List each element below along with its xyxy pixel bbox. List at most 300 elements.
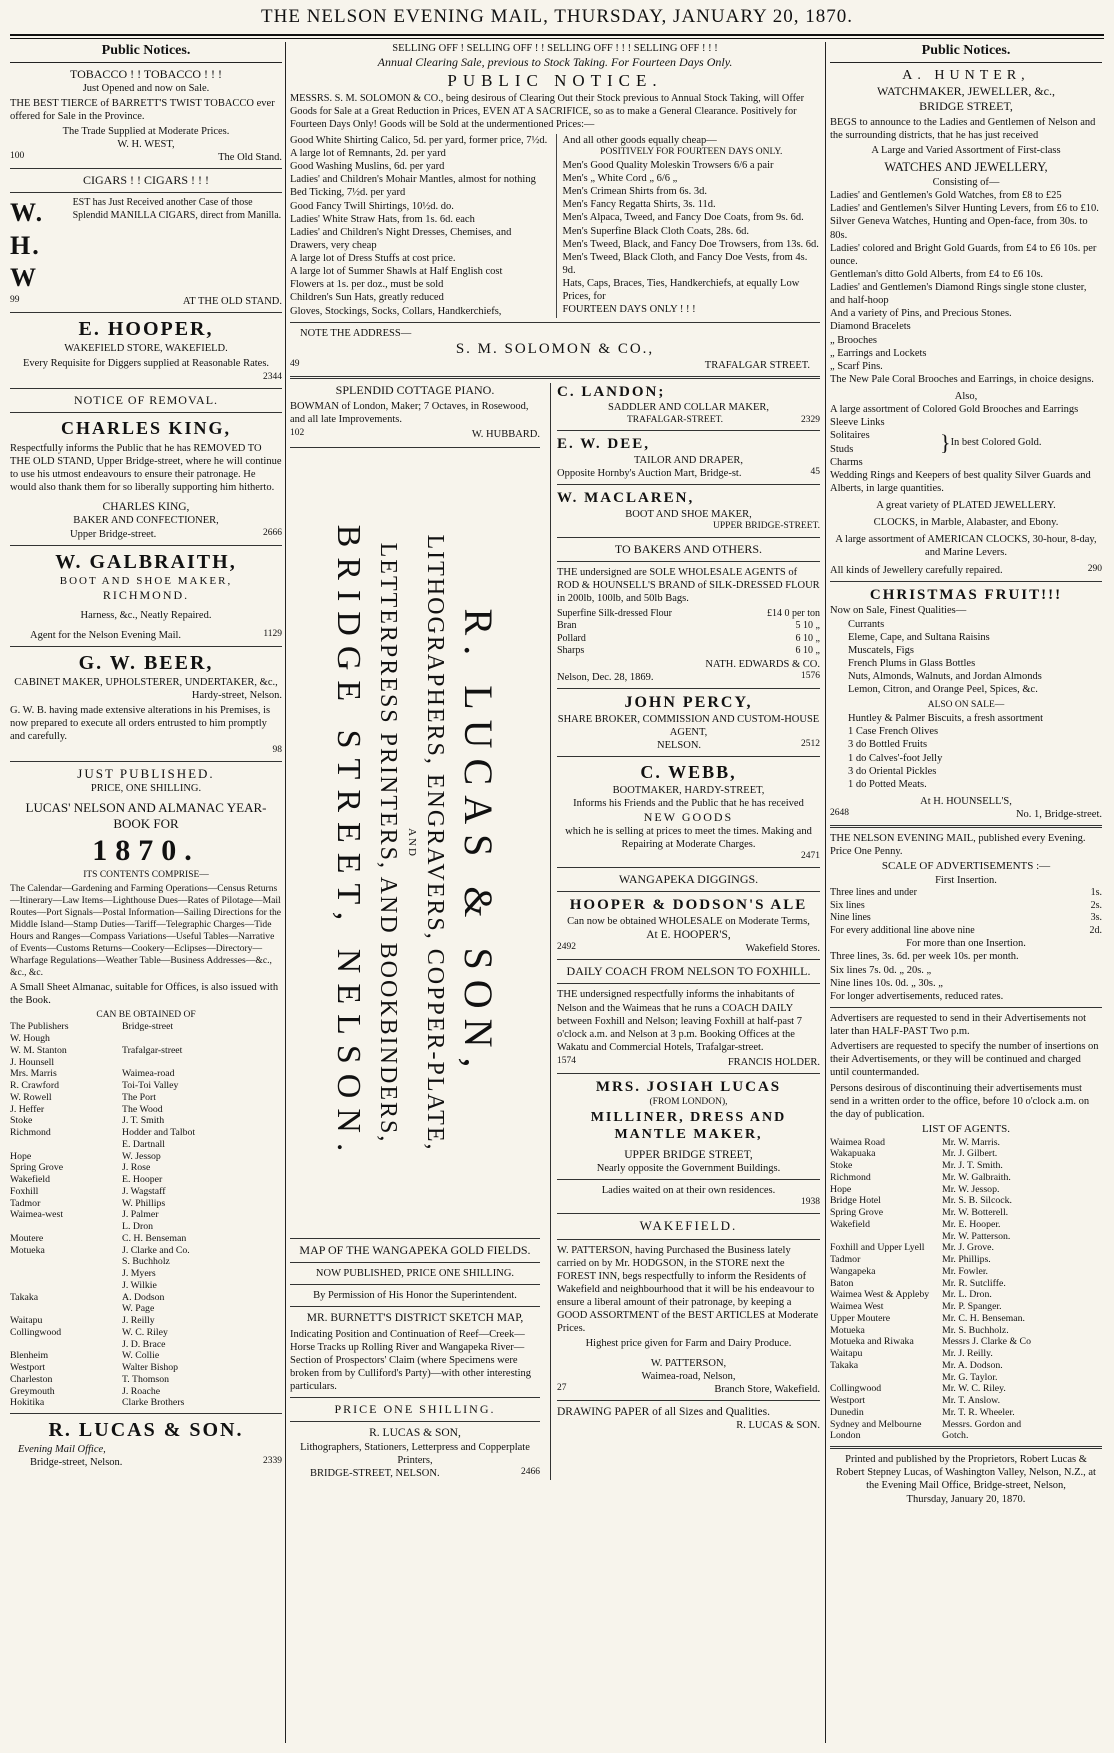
xmas-list — [830, 618, 1102, 697]
xmas-item: Currants — [848, 618, 885, 630]
landon-name: C. LANDON; — [557, 383, 666, 400]
wangapeka-at: At E. HOOPER'S, — [646, 928, 731, 941]
agent-place: Spring Grove — [10, 1162, 64, 1174]
agent-row — [10, 1139, 282, 1151]
scale-item: For every additional line above nine — [830, 924, 975, 936]
gold-item: Sleeve Links — [830, 417, 885, 429]
map-heading: MR. BURNETT'S DISTRICT SKETCH MAP, — [306, 1312, 524, 1325]
agent-name: J. T. Smith — [122, 1115, 165, 1127]
agent-row — [10, 1057, 282, 1069]
agent-row — [830, 1172, 1102, 1184]
agent-place — [10, 1280, 122, 1292]
ad-number: 1576 — [801, 670, 820, 681]
agent-row — [830, 1372, 1102, 1384]
agent-name: W. Collie — [122, 1350, 160, 1362]
hunter-place: BRIDGE STREET, — [919, 99, 1013, 113]
sale-item: Men's Tweed, Black, and Fancy Doe Trowsers, from 13s. 6d. — [562, 238, 819, 250]
agent-place: Sydney and Melbourne — [830, 1418, 922, 1430]
ad-number: 2471 — [801, 851, 820, 862]
sale-item: Men's „ White Cord „ 6/6 „ — [562, 173, 678, 185]
flour-item: Superfine Silk-dressed Flour — [557, 607, 672, 619]
landon-place: TRAFALGAR-STREET. — [627, 414, 723, 425]
agent-row — [10, 1303, 282, 1315]
agent-list — [10, 1021, 282, 1409]
agent-row — [830, 1289, 1102, 1301]
ad-number: 2492 — [557, 942, 576, 953]
hunter-trade: WATCHMAKER, JEWELLER, &c., — [877, 84, 1055, 98]
galbraith-name: W. GALBRAITH, — [55, 550, 237, 573]
tobacco-body: THE BEST TIERCE of BARRETT'S TWIST TOBACCO ever offered for Sale in the Province. — [10, 97, 275, 122]
sale-item: Men's Tweed, Black Cloth, and Fancy Doe Vests, from 4s. 9d. — [562, 251, 808, 276]
whw-initials: W. H. W — [10, 198, 45, 293]
wakefield-produce: Highest price given for Farm and Dairy Produce. — [585, 1338, 792, 1350]
agent-name: Mr. W. Galbraith. — [942, 1171, 1011, 1183]
agent-place: Waimea West & Appleby — [830, 1289, 930, 1301]
masthead-rule — [10, 34, 1104, 39]
hounsell-at: At H. HOUNSELL'S, — [920, 795, 1012, 807]
agent-row — [10, 1397, 282, 1409]
solomon-right-sub: POSITIVELY FOR FOURTEEN DAYS ONLY. — [600, 147, 783, 158]
sale-item: Ladies' and Children's Night Dresses, Chemises, and Drawers, very cheap — [290, 226, 512, 251]
sale-item: Ladies' White Straw Hats, from 1s. 6d. each — [290, 213, 475, 225]
agent-row — [830, 1231, 1102, 1243]
agent-place: Bridge Hotel — [830, 1195, 881, 1207]
beer-place: Hardy-street, Nelson. — [191, 689, 282, 701]
agent-row — [830, 1395, 1102, 1407]
agent-place: Waitapu — [830, 1348, 863, 1360]
dee-place: Opposite Hornby's Auction Mart, Bridge-st. — [557, 468, 742, 480]
sale-list — [830, 712, 1102, 791]
flour-item: Pollard — [557, 632, 586, 644]
flour-row — [557, 633, 820, 646]
agent-row — [10, 1233, 282, 1245]
webb-goods: NEW GOODS — [643, 809, 734, 824]
agent-name: Mr. E. Hooper. — [942, 1218, 1001, 1230]
agent-place — [10, 1256, 122, 1268]
printers-line: BRIDGE STREET, NELSON. — [330, 524, 368, 1162]
agent-row — [10, 1315, 282, 1327]
agent-place: Westport — [830, 1395, 866, 1407]
agent-place: Stoke — [830, 1160, 853, 1172]
mail-body: THE NELSON EVENING MAIL, published every Evening. Price One Penny. — [830, 833, 1086, 858]
ad-number: 1129 — [263, 628, 282, 639]
king-place: Upper Bridge-street. — [70, 528, 157, 540]
ad-number: 2329 — [801, 414, 820, 425]
sale-item: Men's Good Quality Moleskin Trowsers 6/6 a pair — [562, 159, 774, 171]
solomon-place: TRAFALGAR STREET. — [704, 359, 810, 371]
mrs-lucas-body: Ladies waited on at their own residences. — [601, 1185, 776, 1197]
wakefield-name: W. PATTERSON, — [650, 1357, 727, 1369]
agent-name: W. C. Riley — [122, 1326, 168, 1338]
webb-body2: which he is selling at prices to meet the times. Making and Repairing at Moderate Charges. — [565, 825, 812, 851]
advert-note-3: Persons desirous of discontinuing their advertisements must send in a written order to the office, before 10 o'clock a.m. on the day of publication. — [830, 1082, 1090, 1120]
agent-name: Gotch. — [942, 1430, 969, 1442]
watch-item: Ladies' and Gentlemen's Gold Watches, from £8 to £25 — [830, 190, 1062, 202]
agent-place: Moutere — [10, 1232, 44, 1244]
agent-row — [830, 1207, 1102, 1219]
tobacco-trade: The Trade Supplied at Moderate Prices. — [62, 125, 230, 137]
webb-name: C. WEBB, — [640, 762, 737, 783]
agent-row — [830, 1242, 1102, 1254]
longer-ads: For longer advertisements, reduced rates. — [830, 990, 1004, 1002]
wangapeka-body: Can now be obtained WHOLESALE on Moderate Terms, — [567, 915, 810, 927]
solomon-intro: MESSRS. S. M. SOLOMON & CO., being desirous of Clearing Out their Stock previous to Annual Stock Taking, will Offer Goods for Sale at a Great Reduction in Prices, EVEN AT A SACRIFICE, so as to make a General Clearance. Positively for Fourteen Days Only! Goods will be Sold at the undermentioned Prices:— — [290, 93, 805, 131]
galbraith-place: RICHMOND. — [102, 588, 190, 603]
agent-place — [830, 1231, 942, 1243]
agent-name: W. Phillips — [122, 1197, 166, 1209]
agent-place: Greymouth — [10, 1385, 55, 1397]
map-place: BRIDGE-STREET, NELSON. — [310, 1467, 440, 1479]
ad-number: 45 — [810, 467, 820, 478]
agent-row — [10, 1021, 282, 1033]
watch-item: Diamond Bracelets — [830, 321, 911, 333]
agent-row — [10, 1362, 282, 1374]
agent-name: C. H. Benseman — [122, 1232, 187, 1244]
agent-row — [10, 1127, 282, 1139]
agent-place: Spring Grove — [830, 1207, 884, 1219]
sale-item: 3 do Oriental Pickles — [848, 765, 937, 777]
agent-place: Hope — [830, 1183, 852, 1195]
printed-notice: Printed and published by the Proprietors, Robert Lucas & Robert Stepney Lucas, of Washington Valley, Nelson, N.Z., at the Evening Mail Office, Bridge-street, Nelson, — [836, 1454, 1096, 1492]
king-body: Respectfully informs the Public that he has REMOVED TO THE OLD STAND, Upper Bridge-street, where he will continue to use his utmost endeavours to ensure their patronage. He would also thank them for so liberally supporting him hitherto. — [10, 442, 282, 493]
agent-row — [10, 1292, 282, 1304]
maclaren-place: UPPER BRIDGE-STREET. — [713, 521, 820, 532]
agent-row — [10, 1374, 282, 1386]
agent-place: W. Hough — [10, 1033, 50, 1045]
sale-item: Good Fancy Twill Shirtings, 10½d. do. — [290, 200, 454, 212]
agent-place: J. Hounsell — [10, 1056, 55, 1068]
whw-body: EST has Just Received another Case of those Splendid MANILLA CIGARS, direct from Manilla. — [72, 197, 282, 221]
map-price: PRICE ONE SHILLING. — [334, 1402, 496, 1417]
agent-row — [10, 1280, 282, 1292]
watch-item: Silver Geneva Watches, Hunting and Open-face, from 30s. to 80s. — [830, 216, 1088, 241]
wedding: Wedding Rings and Keepers of best quality Silver Guards and Alberts, in large quantities. — [830, 469, 1091, 494]
masthead: THE NELSON EVENING MAIL, THURSDAY, JANUARY 20, 1870. — [261, 6, 853, 27]
mrs-lucas-trade: MILLINER, DRESS AND MANTLE MAKER, — [590, 1109, 787, 1143]
repaired: All kinds of Jewellery carefully repaired. — [830, 564, 1003, 576]
removal-title: NOTICE OF REMOVAL. — [73, 393, 219, 407]
watch-item: Ladies' colored and Bright Gold Guards, from £4 to £6 10s. per ounce. — [830, 242, 1097, 267]
plated: A great variety of PLATED JEWELLERY. — [876, 500, 1056, 511]
ad-number: 98 — [272, 745, 282, 756]
ad-number: 2339 — [263, 1456, 282, 1467]
ad-number: 27 — [557, 1382, 567, 1393]
advert-note-2: Advertisers are requested to specify the number of insertions on their Advertisements, or they will be continued and charged until countermanded. — [830, 1041, 1099, 1079]
agent-name: Mr. T. Anslow. — [942, 1395, 1001, 1407]
agent-row — [10, 1245, 282, 1257]
ad-number: 2648 — [830, 808, 849, 818]
agent-name: Bridge-street — [122, 1021, 174, 1033]
sale-item: A large lot of Dress Stuffs at cost price. — [290, 253, 456, 265]
agent-name: S. Buchholz — [122, 1256, 170, 1268]
webb-trade: BOOTMAKER, HARDY-STREET, — [612, 784, 765, 796]
agent-name: J. Palmer — [122, 1209, 159, 1221]
agent-place: Charleston — [10, 1373, 53, 1385]
column-middle — [290, 42, 820, 1480]
sale-item: Good White Shirting Calico, 5d. per yard, former price, 7½d. — [290, 134, 548, 146]
agent-place: J. Heffer — [10, 1103, 45, 1115]
column-left — [10, 42, 282, 1469]
agent-row — [10, 1162, 282, 1174]
agent-name: W. Jessop — [122, 1150, 161, 1162]
piano-name: W. HUBBARD. — [471, 428, 540, 440]
agent-name: Clarke Brothers — [122, 1397, 185, 1409]
webb-body: Informs his Friends and the Public that he has received — [573, 797, 804, 809]
drawing-paper: DRAWING PAPER of all Sizes and Qualities. — [557, 1405, 770, 1418]
agent-name: J. Roache — [122, 1385, 161, 1397]
piano-body: BOWMAN of London, Maker; 7 Octaves, in Rosewood, and all late Improvements. — [290, 400, 529, 425]
agent-name: J. Wilkie — [122, 1279, 157, 1291]
agent-row — [10, 1033, 282, 1045]
agent-name: Mr. W. Patterson. — [942, 1230, 1011, 1242]
agent-place: Collingwood — [10, 1326, 62, 1338]
clocks: CLOCKS, in Marble, Alabaster, and Ebony. — [873, 517, 1059, 529]
agent-row — [10, 1151, 282, 1163]
flour-price: 6 10 „ — [795, 645, 820, 657]
map-body: Indicating Position and Continuation of Reef—Creek—Horse Tracks up Rolling River and Wangapeka River—Section of Prospectors' Claim (where Specimens were broken from by Culliford's Party)—with other interesting particulars. — [290, 1328, 532, 1393]
agent-row — [830, 1360, 1102, 1372]
ad-number: 2344 — [263, 372, 282, 383]
scale-row: Three lines, 3s. 6d. per week 10s. per month. — [830, 951, 1019, 963]
xmas-item: French Plums in Glass Bottles — [848, 657, 976, 669]
sale-item: 3 do Bottled Fruits — [848, 739, 928, 751]
agent-place: R. Crawford — [10, 1080, 59, 1092]
ad-number: 1574 — [557, 1056, 576, 1067]
solomon-left-list — [290, 134, 548, 318]
agent-row — [10, 1350, 282, 1362]
agent-row — [10, 1327, 282, 1339]
agent-row — [830, 1383, 1102, 1395]
hooper-name: E. HOOPER, — [78, 317, 214, 340]
bakers-body: THE undersigned are SOLE WHOLESALE AGENTS of ROD & HOUNSELL'S BRAND of SILK-DRESSED FLOUR in 200lb, 100lb, and 50lb Bags. — [557, 567, 820, 605]
selling-banner: SELLING OFF ! SELLING OFF ! ! SELLING OFF ! ! ! SELLING OFF ! ! ! — [392, 43, 718, 54]
agent-row — [830, 1278, 1102, 1290]
agent-name: Hodder and Talbot — [122, 1127, 196, 1139]
bakers-title: TO BAKERS AND OTHERS. — [614, 542, 763, 557]
agent-row — [10, 1045, 282, 1057]
wangapeka-ale: HOOPER & DODSON'S ALE — [569, 897, 808, 914]
watch-item: And a variety of Pins, and Precious Stones. — [830, 308, 1012, 320]
agent-place: Tadmor — [10, 1197, 41, 1209]
section-header: Public Notices. — [10, 42, 282, 63]
agent-name: Mr. J. T. Smith. — [942, 1160, 1003, 1172]
more-than-one: For more than one Insertion. — [906, 938, 1026, 950]
agent-row — [830, 1254, 1102, 1266]
agent-place: Collingwood — [830, 1383, 882, 1395]
cigars-title: CIGARS ! ! CIGARS ! ! ! — [83, 173, 209, 188]
agent-place: Waimea-west — [10, 1209, 64, 1221]
flour-row — [557, 608, 820, 621]
solomon-right-list — [563, 159, 821, 317]
agent-place: Takaka — [830, 1359, 859, 1371]
agents-title: LIST OF AGENTS. — [921, 1122, 1011, 1135]
agent-place: Hokitika — [10, 1397, 45, 1409]
sale-item: Men's Fancy Regatta Shirts, 3s. 11d. — [562, 199, 716, 211]
map-published: NOW PUBLISHED, PRICE ONE SHILLING. — [315, 1268, 515, 1280]
xmas-item: Eleme, Cape, and Sultana Raisins — [848, 631, 990, 643]
agent-name: L. Dron — [122, 1221, 154, 1233]
agent-place: Dunedin — [830, 1406, 864, 1418]
sale-item: 1 do Calves'-foot Jelly — [848, 752, 943, 764]
map-title: MAP OF THE WANGAPEKA GOLD FIELDS. — [299, 1243, 531, 1258]
galbraith-agent: Agent for the Nelson Evening Mail. — [30, 629, 182, 641]
agent-name: Mr. G. Taylor. — [942, 1371, 998, 1383]
sale-item: Good Washing Muslins, 6d. per yard — [290, 161, 445, 173]
sale-item: FOURTEEN DAYS ONLY ! ! ! — [562, 304, 696, 316]
drawing-name: R. LUCAS & SON. — [736, 1420, 820, 1432]
gold-label: In best Colored Gold. — [950, 436, 1042, 448]
lucas-footer-name: R. LUCAS & SON. — [48, 1419, 244, 1442]
printed-date: Thursday, January 20, 1870. — [906, 1493, 1026, 1505]
agent-name: Mr. S. B. Silcock. — [942, 1195, 1012, 1207]
dee-trade: TAILOR AND DRAPER, — [633, 455, 744, 467]
agent-name: Trafalgar-street — [122, 1044, 183, 1056]
agent-place — [10, 1221, 122, 1233]
agent-name: Mr. L. Dron. — [942, 1289, 992, 1301]
printers-line: LITHOGRAPHERS, ENGRAVERS, COPPER-PLATE, — [421, 534, 448, 1152]
agent-row — [830, 1301, 1102, 1313]
agent-row — [10, 1104, 282, 1116]
agent-name: Mr. T. R. Wheeler. — [942, 1406, 1015, 1418]
gold-item: Solitaires — [830, 430, 870, 442]
agent-place — [10, 1268, 122, 1280]
agent-name: Mr. W. Jessop. — [942, 1183, 1000, 1195]
hunter-body: BEGS to announce to the Ladies and Gentlemen of Nelson and the surrounding districts, that he has just received — [830, 117, 1096, 142]
agent-place: Hope — [10, 1150, 32, 1162]
agent-row — [830, 1407, 1102, 1419]
scale-price: 2s. — [1090, 899, 1102, 911]
wakefield-title: WAKEFIELD. — [639, 1218, 738, 1234]
agent-row — [10, 1092, 282, 1104]
galbraith-trade: BOOT AND SHOE MAKER, — [59, 574, 233, 587]
gold-item: Charms — [830, 456, 863, 468]
agent-place: Wakefield — [830, 1218, 871, 1230]
also-body: A large assortment of Colored Gold Brooches and Earrings — [830, 404, 1079, 416]
agent-name: Mr. J. Grove. — [942, 1242, 994, 1254]
also-on-sale: ALSO ON SALE— — [927, 700, 1005, 711]
ad-number: 102 — [290, 427, 305, 438]
xmas-item: Muscatels, Figs — [848, 644, 914, 656]
ad-number: 99 — [10, 294, 20, 305]
sale-item: Ladies' and Children's Mohair Mantles, almost for nothing — [290, 174, 536, 186]
tobacco-subtitle: Just Opened and now on Sale. — [82, 82, 210, 94]
tobacco-name: W. H. WEST, — [117, 139, 175, 150]
scale-row: Six lines 7s. 0d. „ 20s. „ — [830, 964, 932, 976]
footer-place: Bridge-street, Nelson. — [30, 1457, 123, 1469]
agent-name: W. Page — [122, 1303, 155, 1315]
obtained-header: CAN BE OBTAINED OF — [96, 1009, 196, 1020]
xmas-item: Nuts, Almonds, Walnuts, and Jordan Almonds — [848, 671, 1042, 682]
agent-place: Waimea West — [830, 1301, 884, 1313]
scale-row — [830, 925, 1102, 938]
sale-item: Men's Superfine Black Cloth Coats, 28s. 6d. — [562, 225, 750, 237]
sale-item: Bed Ticking, 7½d. per yard — [290, 187, 406, 199]
ad-number: 1938 — [801, 1197, 820, 1208]
agent-row — [10, 1186, 282, 1198]
ad-number: 2466 — [521, 1466, 540, 1477]
scale-table-1 — [830, 887, 1102, 937]
agent-place: Takaka — [10, 1291, 39, 1303]
tobacco-place: The Old Stand. — [218, 152, 282, 164]
note-address: NOTE THE ADDRESS— — [300, 327, 412, 339]
sale-item: A large lot of Summer Shawls at Half English cost — [290, 266, 503, 278]
agent-row — [10, 1339, 282, 1351]
agent-place: The Publishers — [10, 1021, 69, 1033]
whw-place: AT THE OLD STAND. — [182, 295, 282, 307]
flour-price: £14 0 per ton — [766, 607, 820, 619]
column-right: Public Notices. A. HUNTER, WATCHMAKER, JEWELLER, &c., BRIDGE STREET, BEGS to announce to the Ladies and Gentlemen of Nelson and the surrounding districts, that he has just received A Large and Varied Assortment of First-class WATCHES AND JEWELLERY, Consisting of— Ladies' and Gentlemen's Gold Watches, from £8 to £25 Ladies' and Gentlemen's Silver Hunting Levers, from £6 to £10. Silver Geneva Watches, Hunting and Open-face, from 30s. to 80s. Ladies' colored and Bright Gold Guards, from £4 to £6 10s. per ounce. Gentleman's ditto Gold Alberts, from £4 to £6 10s. Ladies' and Gentlemen's Diamond Rings single stone cluster, and half-hoop And a variety of Pins, and Precious Stones. Diamond Bracelets „ Brooches „ Earrings and Lockets „ Scarf Pins. The New Pale Coral Brooches and Earrings, in choice designs. Also, A large assortment of Colored Gold Brooches and Earrings Sleeve Links Solitaires Studs Charms } In best Colored Gold. Wedding Rings and Keepers of best quality Silver Guards and Alberts, in large quantities. A great variety of PLATED JEWELLERY. CLOCKS, in Marble, Alabaster, and Ebony. A large assortment of AMERICAN CLOCKS, 30-hour, 8-day, and Marine Levers. All kinds of Jewellery carefully repaired. 290 CHRISTMAS FRUIT!!! Now on Sale, Finest Qualities— Currants Eleme, Cape, and Sultana Raisins Muscatels, Figs French Plums in Glass Bottles Nuts, Almonds, Walnuts, and Jordan Almonds Lemon, Citron, and Orange Peel, Spices, &c. ALSO ON SALE— Huntley & Palmer Biscuits, a fresh assortment 1 Case French Olives 3 do Bottled Fruits 1 do Calves'-foot Jelly 3 do Oriental Pickles 1 do Potted Meats. At H. HOUNSELL'S, 2648 No. 1, Bridge-street. THE NELSON EVENING MAIL, published every Evening. Price One Penny. SCALE OF ADVERTISEMENTS :— First Insertion. Three lines and under 1s. Six lines 2s. Nine lines 3s. For every additional line above nine 2d. For more than one Insertion. Three lines, 3s. 6d. per week 10s. per month. Six lines 7s. 0d. „ 20s. „ Nine lines 10s. 0d. „ 30s. „ For longer advertisements, reduced rates. Advertisers are requested to send in their Advertisements not later than HALF-PAST Two p.m. Advertisers are requested to specify the number of insertions on their Advertisements, or they will be continued and charged until countermanded. Persons desirous of discontinuing their advertisements must send in a written order to the office, before 10 o'clock a.m. on the day of publication. LIST OF AGENTS. Waimea Road Mr. W. Marris. Wakapuaka Mr. J. Gilbert. Stoke Mr. J. T. Smith. Richmond Mr. W. Galbraith. Hope Mr. W. Jessop. Bridge Hotel Mr. S. B. Silcock. Spring Grove Mr. W. Botterell. Wakefield Mr. E. Hooper. Mr. W. Patterson. Foxhill and Upper Lyell Mr. J. Grove. Tadmor Mr. Phillips. Wangapeka Mr. Fowler. Baton Mr. R. Sutcliffe. Waimea West & Appleby Mr. L. Dron. Waimea West Mr. P. Spanger. Upper Moutere Mr. C. H. Benseman. Motueka Mr. S. Buchholz. Motueka and Riwaka Messrs J. Clarke & Co Waitapu Mr. J. Reilly. Takaka Mr. A. Dodson. Mr. G. Taylor. Collingwood Mr. W. C. Riley. Westport Mr. T. Anslow. Dunedin Mr. T. R. Wheeler. Sydney and Melbourne Messrs. Gordon and London Gotch. Printed and published by the Proprietors, Robert Lucas & Robert Stepney Lucas, of Washington Valley, Nelson, N.Z., at the Evening Mail Office, Bridge-street, Nelson, Thursday, January 20, 1870. — [830, 43, 1102, 1505]
beer-name: G. W. BEER, — [78, 651, 214, 674]
xmas-title: CHRISTMAS FRUIT!!! — [869, 586, 1063, 603]
beer-body: G. W. B. having made extensive alterations in his Premises, is now prepared to execute all orders entrusted to him promptly and carefully. — [10, 704, 271, 743]
agent-name: A. Dodson — [122, 1291, 165, 1303]
beer-trade: CABINET MAKER, UPHOLSTERER, UNDERTAKER, &c., — [14, 676, 278, 688]
flour-item: Bran — [557, 620, 577, 632]
ad-number: 2512 — [801, 739, 820, 750]
agent-name: Mr. A. Dodson. — [942, 1359, 1003, 1371]
agent-row — [10, 1080, 282, 1092]
agent-name: T. Thomson — [122, 1373, 169, 1385]
agent-name: Mr. W. Botterell. — [942, 1207, 1009, 1219]
scale-row — [830, 912, 1102, 925]
percy-place: NELSON. — [657, 740, 702, 752]
agent-place: Wakapuaka — [830, 1148, 876, 1160]
agent-name: Messrs. Gordon and — [942, 1418, 1022, 1430]
agent-place — [10, 1339, 122, 1351]
watch-item: „ Earrings and Lockets — [830, 347, 927, 359]
flour-item: Sharps — [557, 645, 585, 657]
agent-place: Westport — [10, 1362, 46, 1374]
agent-row — [830, 1430, 1102, 1442]
landon-trade: SADDLER AND COLLAR MAKER, — [607, 402, 769, 414]
agent-name: Mr. R. Sutcliffe. — [942, 1277, 1006, 1289]
agent-name: Mr. J. Reilly. — [942, 1348, 993, 1360]
annual-sale: Annual Clearing Sale, previous to Stock Taking. For Fourteen Days Only. — [377, 55, 733, 70]
agent-row — [830, 1325, 1102, 1337]
hooper-body: Every Requisite for Diggers supplied at Reasonable Rates. — [22, 358, 270, 369]
agent-name: Mr. W. Marris. — [942, 1136, 1000, 1148]
agent-row — [830, 1184, 1102, 1196]
agent-name: Toi-Toi Valley — [122, 1080, 179, 1092]
watch-item: Ladies' and Gentlemen's Diamond Rings single stone cluster, and half-hoop — [830, 282, 1087, 307]
watches-title: WATCHES AND JEWELLERY, — [884, 160, 1048, 175]
hunter-body2: A Large and Varied Assortment of First-class — [871, 145, 1061, 157]
agent-place: Waimea Road — [830, 1136, 885, 1148]
dee-name: E. W. DEE, — [557, 436, 650, 453]
agent-row — [10, 1256, 282, 1268]
almanac-title: LUCAS' NELSON AND ALMANAC YEAR-BOOK FOR — [25, 799, 267, 831]
almanac-year: 1870. — [92, 834, 200, 867]
sale-item: Gloves, Stockings, Socks, Collars, Handkerchiefs, — [290, 305, 502, 317]
agent-place: Richmond — [10, 1127, 51, 1139]
scale-row — [830, 900, 1102, 913]
bakers-date: Nelson, Dec. 28, 1869. — [557, 671, 654, 683]
ad-number: 49 — [290, 358, 300, 369]
agent-row — [10, 1198, 282, 1210]
map-permission: By Permission of His Honor the Superintendent. — [313, 1290, 517, 1302]
agent-name: E. Hooper — [122, 1174, 163, 1186]
flour-row — [557, 620, 820, 633]
agent-name: The Port — [122, 1091, 157, 1103]
printers-line: LETTERPRESS PRINTERS, AND BOOKBINDERS, — [374, 542, 401, 1144]
footer-office: Evening Mail Office, — [18, 1444, 106, 1456]
agent-list — [830, 1137, 1102, 1443]
agent-place: W. M. Stanton — [10, 1044, 67, 1056]
coach-body: THE undersigned respectfully informs the inhabitants of Nelson and the Waimeas that he runs a COACH DAILY between Foxhill and Nelson; leaving Foxhill at half-past 7 o'clock a.m. and Nelson at 3 p.m. Booking Offices at the Wakatu and Commercial Hotels, Trafalgar-street. — [557, 989, 802, 1053]
column-divider — [825, 42, 826, 1743]
scale-item: Six lines — [830, 899, 865, 911]
scale-price: 2d. — [1089, 924, 1102, 936]
